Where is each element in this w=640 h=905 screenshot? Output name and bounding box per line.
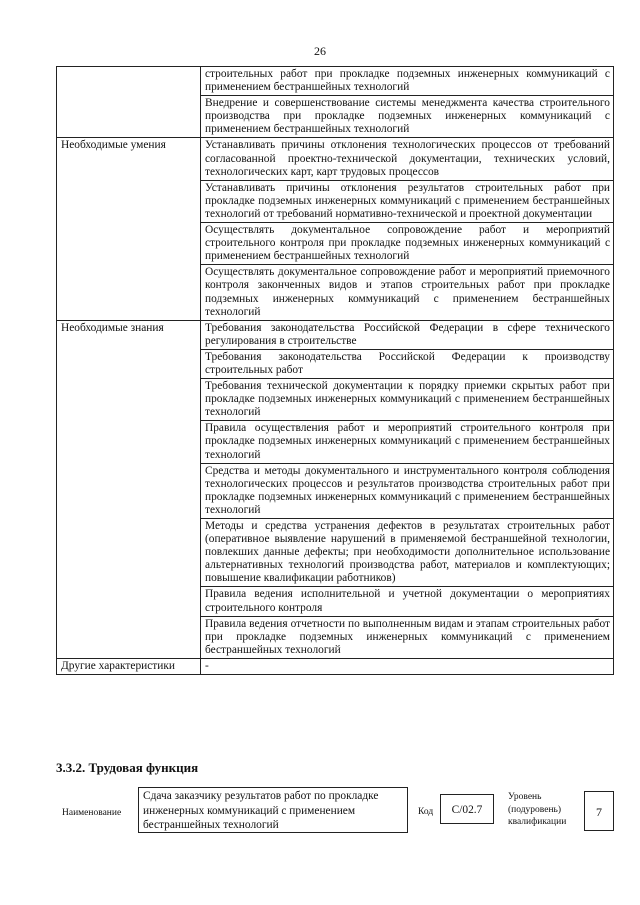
level-label: Уровень (подуровень) квалификации	[508, 792, 567, 827]
row-text: Правила осуществления работ и мероприятий строительного контроля при прокладке подземных инженерных коммуникаций с применением бестраншейных технологий	[201, 421, 614, 463]
table-row	[57, 67, 614, 96]
row-text: Методы и средства устранения дефектов в результатах строительных работ (оперативное выявление нарушений в применяемой бестраншейной технологии, повлекших данные дефекты; при необходимости дополнительное использование альтернативных технологий производства работ, материалов и комплектующих; повышение квалификации работников)	[201, 519, 614, 587]
row-label: Необходимые умения	[57, 138, 201, 320]
table-row	[57, 320, 614, 349]
name-value: Сдача заказчику результатов работ по прокладке инженерных коммуникаций с применением бестраншейных технологий	[138, 787, 408, 833]
row-text: Внедрение и совершенствование системы менеджмента качества строительного производства при прокладке подземных инженерных коммуникаций с применением бестраншейных технологий	[201, 96, 614, 138]
row-text: Правила ведения исполнительной и учетной документации о мероприятиях строительного контроля	[201, 587, 614, 616]
row-text: Осуществлять документальное сопровождение работ и мероприятий строительного контроля при прокладке подземных инженерных коммуникаций с применением бестраншейных технологий	[201, 223, 614, 265]
labor-function-row	[56, 787, 616, 837]
row-label	[57, 67, 201, 138]
level-value: 7	[584, 791, 614, 831]
row-label: Другие характеристики	[57, 658, 201, 674]
row-text: Осуществлять документальное сопровождение работ и мероприятий приемочного контроля законченных видов и этапов строительных работ при прокладке подземных инженерных коммуникаций с применением бестраншейных технологий	[201, 265, 614, 320]
page-number: 26	[314, 44, 326, 58]
table-row	[57, 138, 614, 180]
competency-table	[56, 66, 614, 675]
row-text: Средства и методы документального и инструментального контроля соблюдения технологических процессов и результатов производства строительных работ при прокладке подземных инженерных коммуникаций с применением бестраншейных технологий	[201, 463, 614, 518]
code-value: С/02.7	[440, 794, 494, 824]
section-title: 3.3.2. Трудовая функция	[56, 760, 199, 775]
code-label: Код	[418, 807, 434, 817]
row-text: Требования технической документации к порядку приемки скрытых работ при прокладке подземных инженерных коммуникаций с применением бестраншейных технологий	[201, 379, 614, 421]
row-text: Устанавливать причины отклонения результатов строительных работ при прокладке подземных инженерных коммуникаций с применением бестраншейных технологий от требований нормативно-технической и проектной документации	[201, 180, 614, 222]
row-text: Устанавливать причины отклонения технологических процессов от требований согласованной проектно-технической документации, технических условий, технологических карт, карт трудовых процессов	[201, 138, 614, 180]
row-text: -	[201, 658, 614, 674]
row-text: строительных работ при прокладке подземных инженерных коммуникаций с применением бестраншейных технологий	[201, 67, 614, 96]
row-text: Требования законодательства Российской Федерации к производству строительных работ	[201, 349, 614, 378]
row-text: Требования законодательства Российской Федерации в сфере технического регулирования в строительстве	[201, 320, 614, 349]
row-text: Правила ведения отчетности по выполненным видам и этапам строительных работ при прокладке подземных инженерных коммуникаций с применением бестраншейных технологий	[201, 616, 614, 658]
row-label: Необходимые знания	[57, 320, 201, 658]
name-label: Наименование	[62, 808, 122, 818]
table-row	[57, 658, 614, 674]
